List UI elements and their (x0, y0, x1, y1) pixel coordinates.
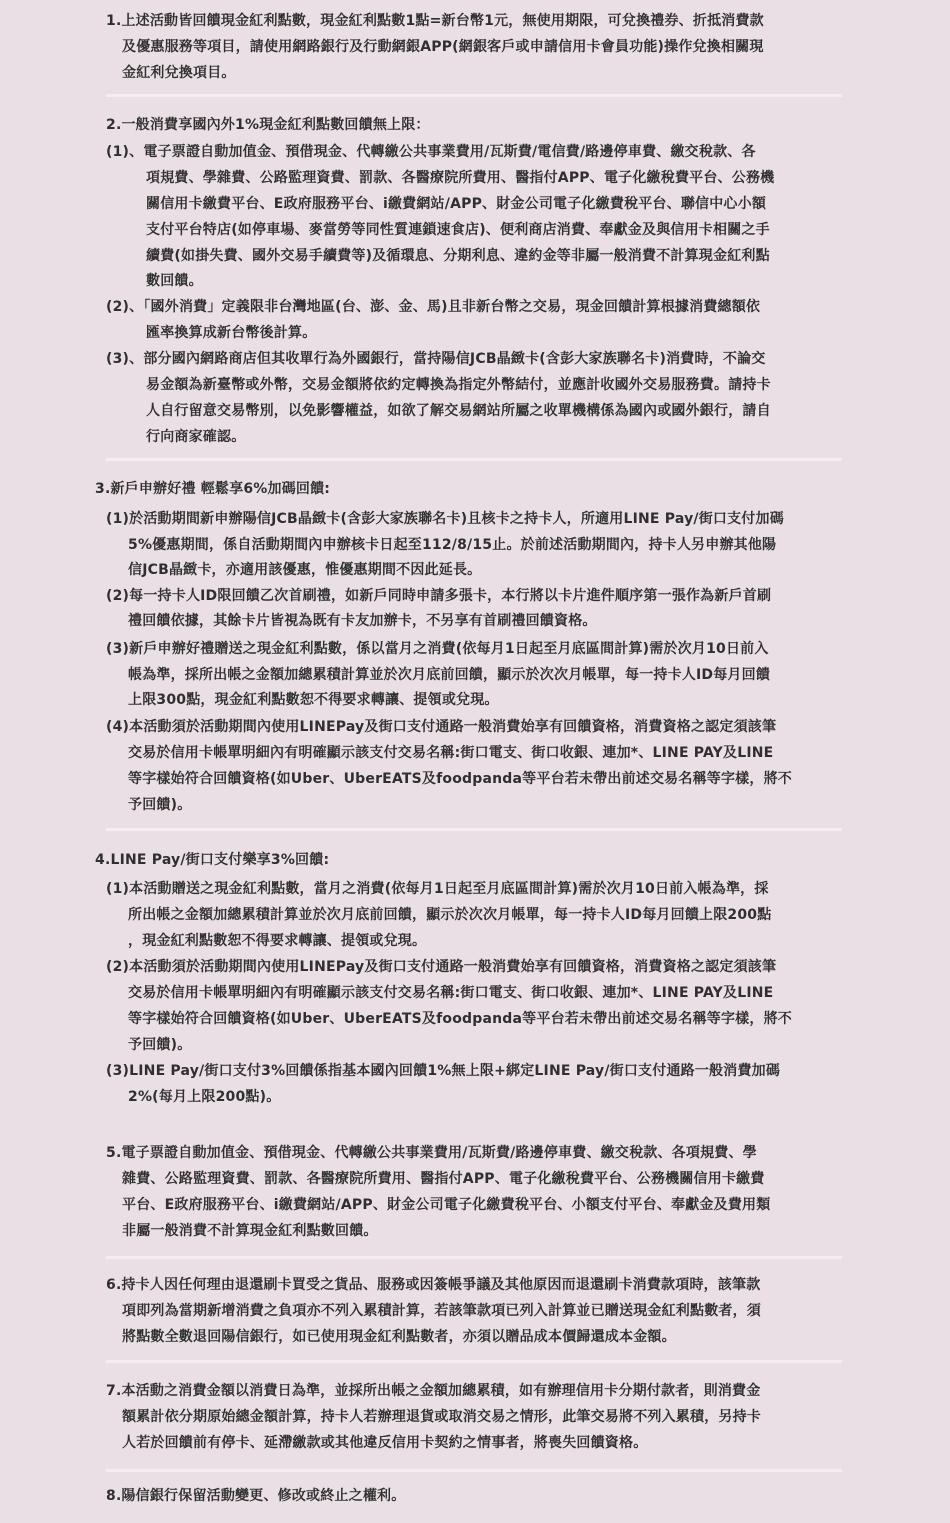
term-line: 關信用卡繳費平台、E政府服務平台、i繳費網站/APP、財金公司電子化繳費稅平台、聯信中心小額 (146, 196, 767, 212)
term-line: 1.上述活動皆回饋現金紅利點數，現金紅利點數1點=新台幣1元，無使用期限，可兌換禮券、折抵消費款 (106, 13, 764, 29)
term-line: 項規費、學雜費、公路監理資費、罰款、各醫療院所費用、醫指付APP、電子化繳稅費平台、公務機 (146, 170, 775, 186)
section-divider (106, 458, 842, 461)
term-line: (1)、電子票證自動加值金、預借現金、代轉繳公共事業費用/瓦斯費/電信費/路邊停車費、繳交稅款、各 (106, 144, 756, 160)
section-divider (106, 1469, 842, 1472)
section-heading: 4.LINE Pay/街口支付樂享3%回饋: (95, 852, 330, 868)
term-line: 禮回饋依據，其餘卡片皆視為既有卡友加辦卡，不另享有首刷禮回饋資格。 (128, 613, 597, 629)
section-heading: 2.一般消費享國內外1%現金紅利點數回饋無上限： (106, 117, 430, 133)
term-line: (1)於活動期間新申辦陽信JCB晶緻卡(含彭大家族聯名卡)且核卡之持卡人，所適用LINE Pay/街口支付加碼 (106, 511, 784, 527)
term-line: (2)本活動須於活動期間內使用LINEPay及街口支付通路一般消費始享有回饋資格，消費資格之認定須該筆 (106, 959, 777, 975)
term-line: 雜費、公路監理資費、罰款、各醫療院所費用、醫指付APP、電子化繳稅費平台、公務機關信用卡繳費 (122, 1171, 765, 1187)
term-line: 2%(每月上限200點)。 (128, 1089, 281, 1105)
term-line: 金紅利兌換項目。 (122, 65, 236, 81)
term-line: (3)新戶申辦好禮贈送之現金紅利點數，係以當月之消費(依每月1日起至月底區間計算)需於次月10日前入 (106, 641, 769, 657)
term-line: (2)每一持卡人ID限回饋乙次首刷禮，如新戶同時申請多張卡，本行將以卡片進件順序第一張作為新戶首刷 (106, 588, 772, 604)
term-line: 信JCB晶緻卡，亦適用該優惠，惟優惠期間不因此延長。 (128, 562, 482, 578)
term-line: 數回饋。 (146, 273, 203, 289)
term-line: (3)、部分國內網路商店但其收單行為外國銀行，當持陽信JCB晶緻卡(含彭大家族聯名卡)消費時，不論交 (106, 351, 766, 367)
term-line: (2)、「國外消費」定義限非台灣地區(台、澎、金、馬)且非新台幣之交易，現金回饋計算根據消費總額依 (106, 299, 761, 315)
section-heading: 3.新戶申辦好禮 輕鬆享6%加碼回饋: (95, 481, 331, 497)
term-line: 5%優惠期間，係自活動期間內申辦核卡日起至112/8/15止。於前述活動期間內，持卡人另申辦其他陽 (128, 537, 777, 553)
term-line: 人若於回饋前有停卡、延滯繳款或其他違反信用卡契約之情事者，將喪失回饋資格。 (122, 1435, 648, 1451)
term-line: 非屬一般消費不計算現金紅利點數回饋。 (122, 1223, 378, 1239)
term-line: 額累計依分期原始總金額計算，持卡人若辦理退貨或取消交易之情形，此筆交易將不列入累積，另持卡 (122, 1409, 761, 1425)
section-divider (106, 94, 842, 97)
section-divider (106, 828, 842, 831)
term-line: 8.陽信銀行保留活動變更、修改或終止之權利。 (106, 1488, 406, 1504)
term-line: 上限300點，現金紅利點數恕不得要求轉讓、提領或兌現。 (128, 692, 499, 708)
term-line: 匯率換算成新台幣後計算。 (146, 325, 317, 341)
section-divider (106, 1360, 842, 1363)
term-line: 予回饋)。 (128, 797, 192, 813)
term-line: 交易於信用卡帳單明細內有明確顯示該支付交易名稱:街口電支、街口收銀、連加*、LINE PAY及LINE (128, 985, 774, 1001)
term-line: 及優惠服務等項目，請使用網路銀行及行動網銀APP(網銀客戶或申請信用卡會員功能)操作兌換相關現 (122, 39, 764, 55)
term-line: 易金額為新臺幣或外幣，交易金額將依約定轉換為指定外幣結付，並應計收國外交易服務費。請持卡 (146, 377, 771, 393)
term-line: 平台、E政府服務平台、i繳費網站/APP、財金公司電子化繳費稅平台、小額支付平台、奉獻金及費用類 (122, 1197, 771, 1213)
term-line: 人自行留意交易幣別，以免影響權益，如欲了解交易網站所屬之收單機構係為國內或國外銀行，請自 (146, 403, 771, 419)
term-line: 項即列為當期新增消費之負項亦不列入累積計算，若該筆款項已列入計算並已贈送現金紅利點數者，須 (122, 1303, 761, 1319)
term-line: ，現金紅利點數恕不得要求轉讓、提領或兌現。 (128, 933, 427, 949)
term-line: 等字樣始符合回饋資格(如Uber、UberEATS及foodpanda等平台若未帶出前述交易名稱等字樣，將不 (128, 771, 792, 787)
term-line: 將點數全數退回陽信銀行，如已使用現金紅利點數者，亦須以贈品成本價歸還成本金額。 (122, 1329, 676, 1345)
term-line: (1)本活動贈送之現金紅利點數，當月之消費(依每月1日起至月底區間計算)需於次月10日前入帳為準，採 (106, 881, 769, 897)
term-line: 支付平台特店(如停車場、麥當勞等同性質連鎖速食店)、便利商店消費、奉獻金及與信用卡相關之手 (146, 222, 770, 238)
term-line: (3)LINE Pay/街口支付3%回饋係指基本國內回饋1%無上限+綁定LINE Pay/街口支付通路一般消費加碼 (106, 1063, 781, 1079)
term-line: 續費(如掛失費、國外交易手續費等)及循環息、分期利息、違約金等非屬一般消費不計算現金紅利點 (146, 248, 770, 264)
term-line: 7.本活動之消費金額以消費日為準，並採所出帳之金額加總累積，如有辦理信用卡分期付款者，則消費金 (106, 1383, 761, 1399)
term-line: 行向商家確認。 (146, 429, 246, 445)
term-line: 予回饋)。 (128, 1037, 192, 1053)
term-line: (4)本活動須於活動期間內使用LINEPay及街口支付通路一般消費始享有回饋資格，消費資格之認定須該筆 (106, 719, 777, 735)
term-line: 交易於信用卡帳單明細內有明確顯示該支付交易名稱:街口電支、街口收銀、連加*、LINE PAY及LINE (128, 745, 774, 761)
section-divider (106, 1256, 842, 1259)
term-line: 帳為準，採所出帳之金額加總累積計算並於次月底前回饋，顯示於次次月帳單，每一持卡人ID每月回饋 (128, 667, 771, 683)
term-line: 6.持卡人因任何理由退還刷卡買受之貨品、服務或因簽帳爭議及其他原因而退還刷卡消費款項時，該筆款 (106, 1277, 761, 1293)
term-line: 5.電子票證自動加值金、預借現金、代轉繳公共事業費用/瓦斯費/路邊停車費、繳交稅款、各項規費、學 (106, 1145, 757, 1161)
term-line: 所出帳之金額加總累積計算並於次月底前回饋，顯示於次次月帳單，每一持卡人ID每月回饋上限200點 (128, 907, 772, 923)
term-line: 等字樣始符合回饋資格(如Uber、UberEATS及foodpanda等平台若未帶出前述交易名稱等字樣，將不 (128, 1011, 792, 1027)
